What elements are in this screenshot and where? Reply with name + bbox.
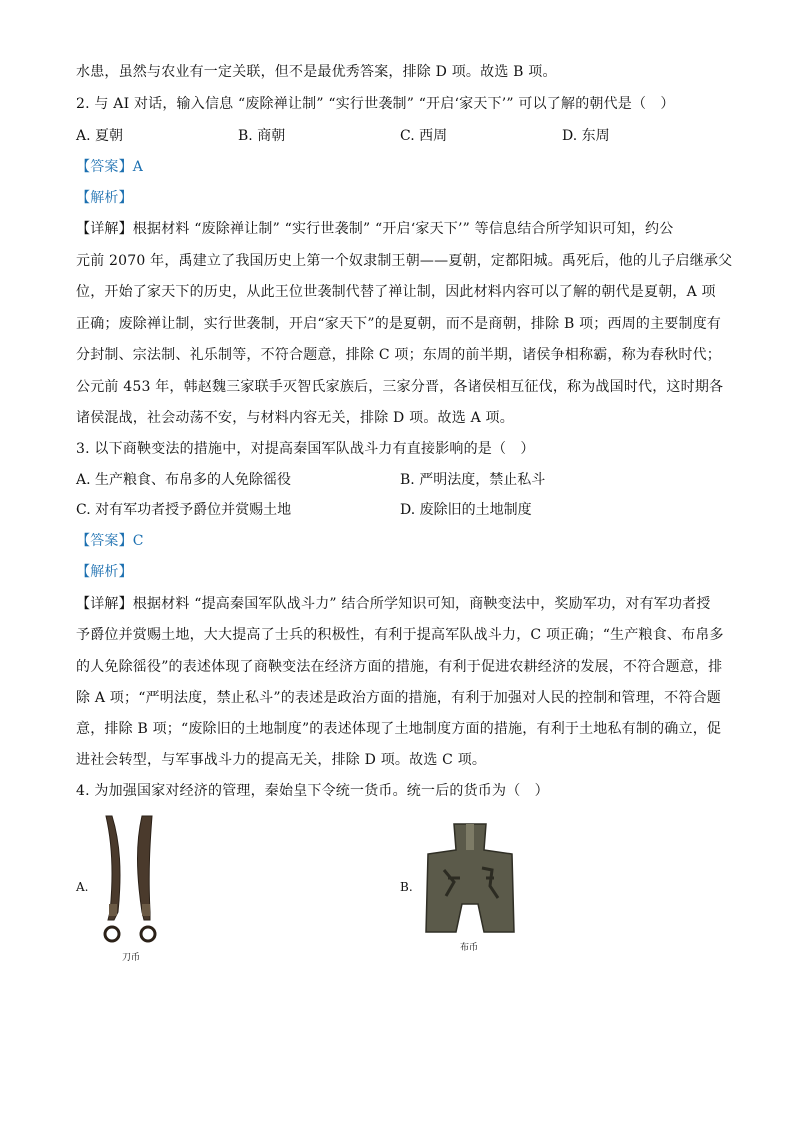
q4-option-a-label: A. [76, 880, 89, 894]
q3-option-b: B. 严明法度，禁止私斗 [400, 472, 546, 488]
detail-line: 公元前 453 年，韩赵魏三家联手灭智氏家族后，三家分晋，各诸侯相互征伐，称为战国时代，这时期各 [76, 379, 724, 395]
q3-option-a: A. 生产粮食、布帛多的人免除徭役 [76, 472, 292, 488]
q2-option-d: D. 东周 [562, 128, 610, 144]
detail-line: 诸侯混战，社会动荡不安，与材料内容无关，排除 D 项。故选 A 项。 [76, 410, 514, 426]
detail-line: 除 A 项；“严明法度，禁止私斗”的表述是政治方面的措施，有利于加强对人民的控制和管理，不符合题 [76, 690, 721, 706]
question-3: 3. 以下商鞅变法的措施中，对提高秦国军队战斗力有直接影响的是（ ） [76, 441, 535, 457]
knife-coin-image [96, 812, 166, 952]
q4-option-b-label: B. [400, 880, 413, 894]
question-4: 4. 为加强国家对经济的管理，秦始皇下令统一货币。统一后的货币为（ ） [76, 783, 549, 799]
q2-option-c: C. 西周 [400, 128, 448, 144]
detail-line: 元前 2070 年，禹建立了我国历史上第一个奴隶制王朝——夏朝，定都阳城。禹死后，他的儿子启继承父 [76, 253, 733, 269]
answer-tag: 【答案】A [76, 159, 144, 175]
analysis-tag: 【解析】 [76, 564, 133, 580]
spade-coin-image [420, 820, 520, 938]
detail-line: 正确；废除禅让制，实行世袭制，开启“家天下”的是夏朝，而不是商朝，排除 B 项；西周的主要制度有 [76, 316, 722, 332]
detail-line: 的人免除徭役”的表述体现了商鞅变法在经济方面的措施，有利于促进农耕经济的发展，不符合题意，排 [76, 659, 723, 675]
detail-line: 进社会转型，与军事战斗力的提高无关，排除 D 项。故选 C 项。 [76, 752, 487, 768]
q2-option-b: B. 商朝 [238, 128, 286, 144]
q3-option-d: D. 废除旧的土地制度 [400, 502, 532, 518]
detail-line: 【详解】根据材料 “提高秦国军队战斗力” 结合所学知识可知，商鞅变法中，奖励军功，对有军功者授 [76, 596, 711, 612]
answer-tag: 【答案】C [76, 533, 144, 549]
detail-line: 分封制、宗法制、礼乐制等，不符合题意，排除 C 项；东周的前半期，诸侯争相称霸，称为春秋时代； [76, 347, 722, 363]
detail-line: 予爵位并赏赐土地，大大提高了士兵的积极性，有利于提高军队战斗力，C 项正确；“生产粮食、布帛多 [76, 627, 724, 643]
spade-coin-caption: 布币 [460, 943, 479, 953]
q2-option-a: A. 夏朝 [76, 128, 124, 144]
knife-coin-caption: 刀币 [122, 953, 141, 963]
detail-line: 【详解】根据材料 “废除禅让制” “实行世袭制” “开启‘家天下’” 等信息结合所学知识可知，约公 [76, 221, 674, 237]
detail-line: 意，排除 B 项；“废除旧的土地制度”的表述体现了土地制度方面的措施，有利于土地私有制的确立，促 [76, 721, 722, 737]
question-2: 2. 与 AI 对话，输入信息 “废除禅让制” “实行世袭制” “开启‘家天下’” 可以了解的朝代是（ ） [76, 96, 675, 112]
detail-line: 位，开始了家天下的历史，从此王位世袭制代替了禅让制，因此材料内容可以了解的朝代是夏朝，A 项 [76, 284, 716, 300]
text-line: 水患，虽然与农业有一定关联，但不是最优秀答案，排除 D 项。故选 B 项。 [76, 64, 557, 80]
analysis-tag: 【解析】 [76, 190, 133, 206]
q3-option-c: C. 对有军功者授予爵位并赏赐土地 [76, 502, 292, 518]
